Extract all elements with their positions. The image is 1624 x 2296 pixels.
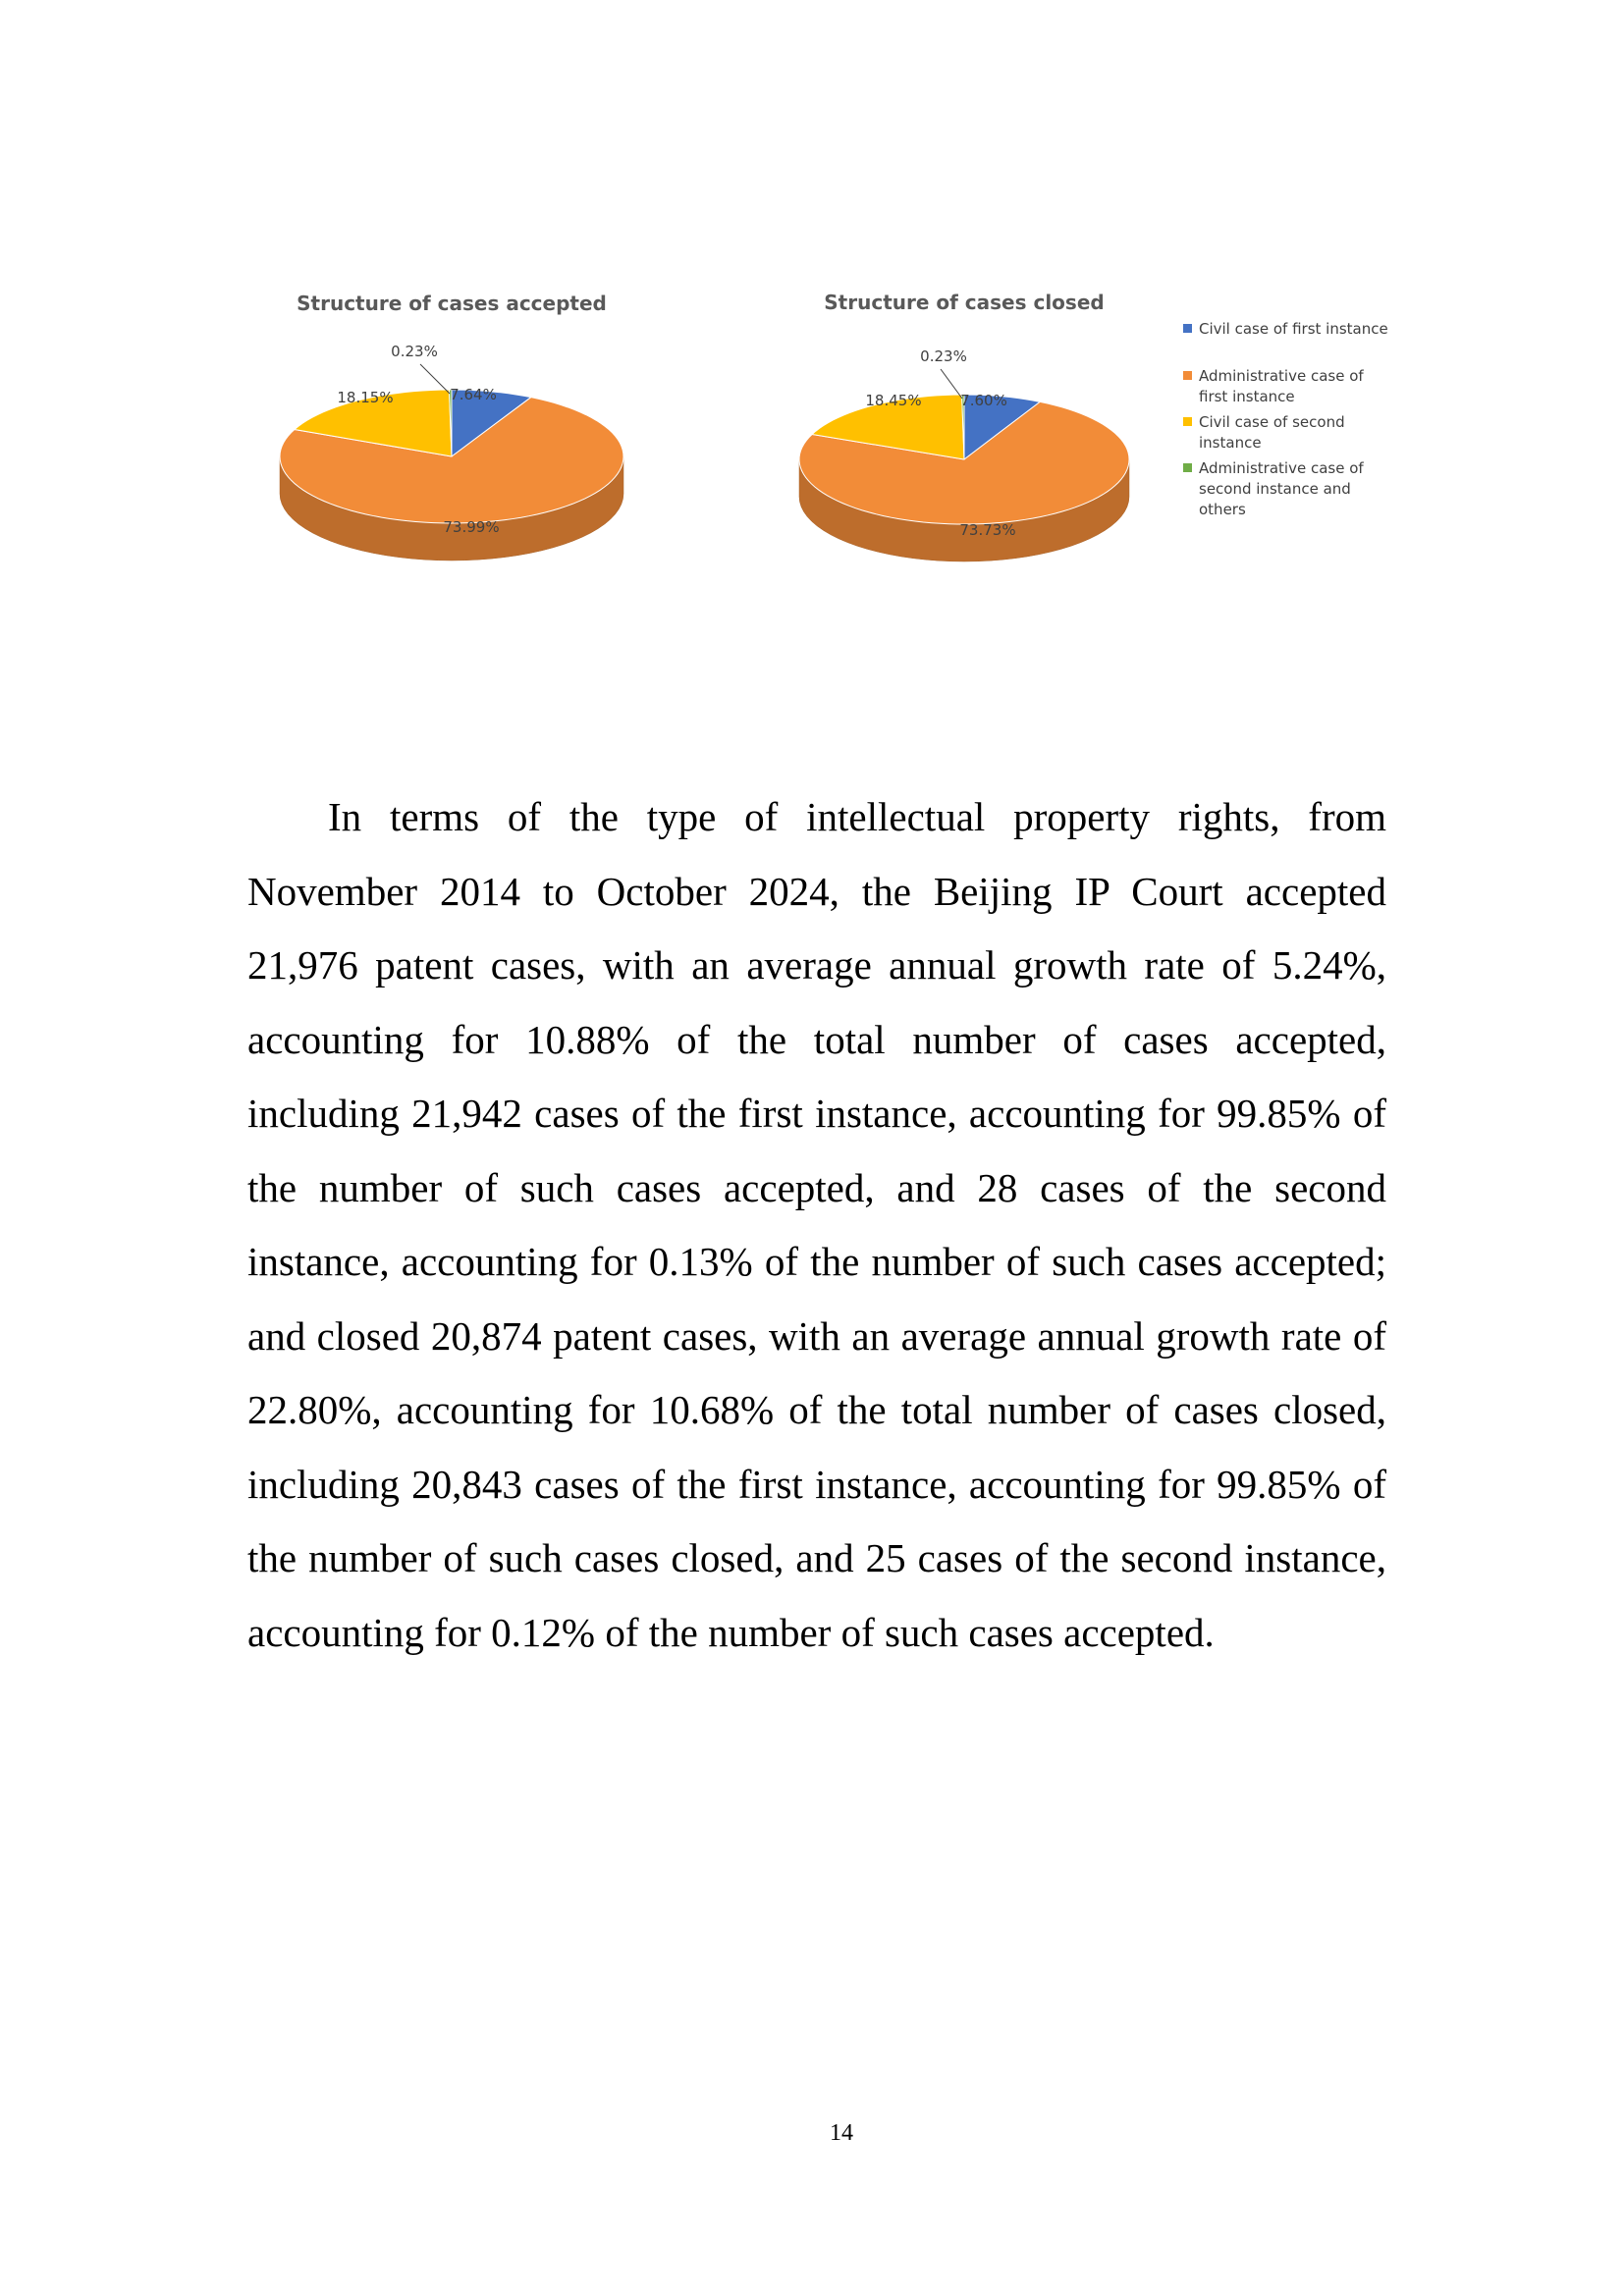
data-label-2: 73.99%	[443, 518, 500, 536]
legend-swatch-2	[1183, 371, 1192, 380]
leader-line	[420, 364, 450, 394]
legend-label-4: second instance and	[1199, 480, 1351, 498]
legend-label-3: Civil case of second	[1199, 413, 1345, 431]
charts-svg	[265, 285, 1404, 638]
chart-legend	[1183, 320, 1388, 518]
legend-label-2: Administrative case of	[1199, 367, 1364, 385]
legend-label-1: Civil case of first instance	[1199, 320, 1388, 338]
data-label-1: 7.64%	[450, 386, 497, 403]
body-paragraph: In terms of the type of intellectual property rights, from November 2014 to October 2024, the Beijing IP Court accepted 21,976 patent cases, with an average annual growth rate of 5.24%, accounting for 10.88% of the total number of cases accepted, including 21,942 cases of the first instance, accounting for 99.85% of the number of such cases accepted, and 28 cases of the second instance, accounting for 0.13% of the number of such cases accepted; and closed 20,874 patent cases, with an average annual growth rate of 22.80%, accounting for 10.68% of the total number of cases closed, including 20,843 cases of the first instance, accounting for 99.85% of the number of such cases closed, and 25 cases of the second instance, accounting for 0.12% of the number of such cases accepted.	[247, 794, 1386, 1655]
leader-line	[941, 369, 962, 399]
chart-title: Structure of cases closed	[824, 291, 1105, 314]
pie-chart-2	[799, 291, 1129, 561]
legend-label-4: others	[1199, 501, 1246, 518]
pie-chart-1	[280, 292, 623, 561]
legend-label-4: Administrative case of	[1199, 459, 1364, 477]
data-label-3: 18.45%	[865, 392, 922, 409]
legend-swatch-3	[1183, 417, 1192, 426]
legend-label-3: instance	[1199, 434, 1262, 452]
legend-swatch-1	[1183, 324, 1192, 333]
data-label-4: 0.23%	[920, 347, 967, 365]
data-label-1: 7.60%	[960, 392, 1007, 409]
legend-label-2: first instance	[1199, 388, 1295, 405]
pie-charts-figure	[265, 285, 1404, 638]
data-label-2: 73.73%	[959, 521, 1016, 539]
page-number: 14	[830, 2120, 853, 2146]
chart-title: Structure of cases accepted	[297, 292, 607, 315]
data-label-4: 0.23%	[391, 343, 438, 360]
data-label-3: 18.15%	[337, 389, 394, 406]
legend-swatch-4	[1183, 463, 1192, 472]
